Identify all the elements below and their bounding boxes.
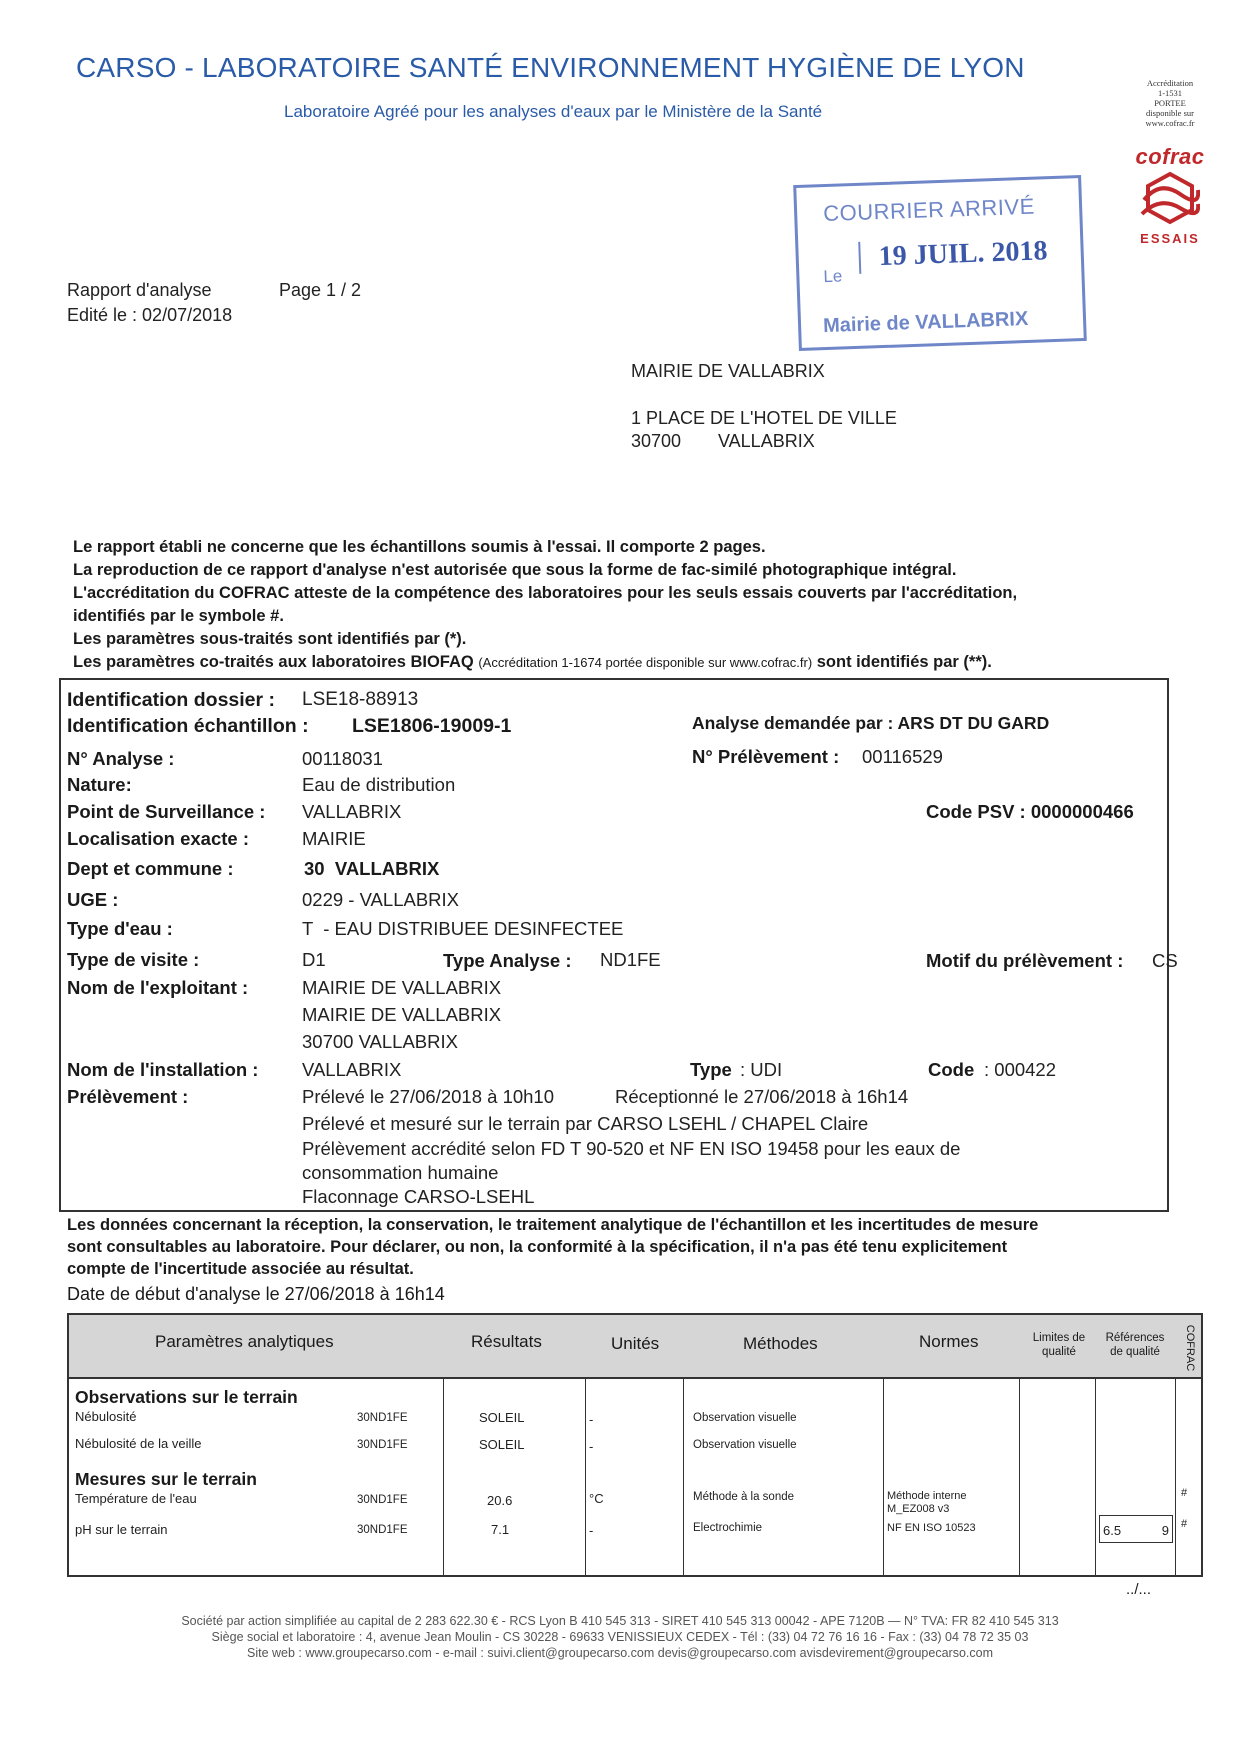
col-divider	[585, 1377, 586, 1575]
ref-min: 6.5	[1103, 1523, 1122, 1538]
preleve: Prélevé le 27/06/2018 à 10h10	[302, 1086, 555, 1107]
id-echantillon: LSE1806-19009-1	[352, 715, 512, 737]
disclaimer-text: Les paramètres co-traités aux laboratoires BIOFAQ	[73, 653, 474, 671]
header-parametres: Paramètres analytiques	[155, 1332, 334, 1351]
recipient-name: MAIRIE DE VALLABRIX	[631, 361, 825, 381]
recipient-address: 1 PLACE DE L'HOTEL DE VILLE	[631, 408, 897, 428]
param-method: Observation visuelle	[693, 1439, 797, 1451]
disclaimer-line: La reproduction de ce rapport d'analyse n'est autorisée que sous la forme de fac-similé photographique intégral.	[73, 561, 957, 579]
note-line: sont consultables au laboratoire. Pour déclarer, ou non, la conformité à la spécification, il n'a pas été tenu explicitement	[67, 1238, 1008, 1256]
report-type: Rapport d'analyse	[67, 280, 212, 300]
analyse-demandee: Analyse demandée par : ARS DT DU GARD	[692, 713, 1050, 733]
nature: Eau de distribution	[302, 774, 456, 795]
lab-title: CARSO - LABORATOIRE SANTÉ ENVIRONNEMENT HYGIÈNE DE LYON	[76, 52, 1025, 83]
param-code: 30ND1FE	[357, 1439, 408, 1451]
courrier-arrive-stamp	[793, 175, 1087, 351]
nature-label: Nature:	[67, 774, 132, 795]
type-visite: D1	[302, 949, 326, 970]
disclaimer-line: Les paramètres sous-traités sont identifiés par (*).	[73, 630, 467, 648]
lab-subtitle: Laboratoire Agréé pour les analyses d'eaux par le Ministère de la Santé	[284, 102, 823, 121]
footer-line: Site web : www.groupecarso.com - e-mail : suivi.client@groupecarso.com devis@groupecarso.com avisdevirement@groupecarso.com	[246, 1646, 993, 1660]
exploitant-line: 30700 VALLABRIX	[302, 1031, 458, 1052]
n-prelevement-label: N° Prélèvement :	[692, 746, 840, 767]
recipient-city: VALLABRIX	[718, 431, 815, 451]
code-label: Code	[928, 1059, 975, 1080]
type-analyse-label: Type Analyse :	[443, 950, 572, 971]
disclaimer-line: L'accréditation du COFRAC atteste de la compétence des laboratoires pour les seuls essais couverts par l'accréditation,	[73, 584, 1018, 602]
note-line: Les données concernant la réception, la conservation, le traitement analytique de l'échantillon et les incertitudes de mesure	[67, 1216, 1039, 1234]
col-divider	[883, 1377, 884, 1575]
reference-box	[1099, 1515, 1173, 1543]
accred-line: disponible sur	[1146, 108, 1194, 118]
header-resultats: Résultats	[471, 1332, 542, 1351]
cofrac-flag: #	[1181, 1518, 1188, 1530]
n-prelevement: 00116529	[862, 746, 943, 767]
stamp-title: COURRIER ARRIVÉ	[822, 193, 1036, 227]
accred-line: Accréditation	[1146, 78, 1194, 88]
group-title: Observations sur le terrain	[75, 1387, 298, 1407]
edit-date: Edité le : 02/07/2018	[67, 305, 233, 325]
recipient-postcode: 30700	[631, 431, 682, 451]
installation-label: Nom de l'installation :	[67, 1059, 259, 1080]
col-divider	[683, 1377, 684, 1575]
prelevement-detail: Flaconnage CARSO-LSEHL	[302, 1186, 535, 1207]
param-unit: -	[589, 1412, 594, 1427]
installation: VALLABRIX	[302, 1059, 402, 1080]
param-name: Température de l'eau	[75, 1491, 197, 1506]
param-norme: NF EN ISO 10523	[887, 1522, 976, 1534]
page-number: Page 1 / 2	[279, 280, 362, 300]
type-analyse: ND1FE	[600, 949, 661, 970]
point: VALLABRIX	[302, 801, 402, 822]
stamp-date: 19 JUIL. 2018	[858, 235, 1048, 274]
dept: 30 VALLABRIX	[304, 858, 440, 879]
param-method: Electrochimie	[693, 1522, 763, 1534]
localisation-label: Localisation exacte :	[67, 828, 249, 849]
prelevement-detail: Prélèvement accrédité selon FD T 90-520 et NF EN ISO 19458 pour les eaux de	[302, 1138, 961, 1159]
localisation: MAIRIE	[302, 828, 366, 849]
param-unit: °C	[589, 1491, 604, 1506]
param-unit: -	[589, 1523, 594, 1538]
uge: 0229 - VALLABRIX	[302, 889, 459, 910]
header-methodes: Méthodes	[743, 1334, 818, 1353]
n-analyse: 00118031	[302, 748, 383, 769]
col-divider	[1095, 1377, 1096, 1575]
biofaq-accreditation: (Accréditation 1-1674 portée disponible sur www.cofrac.fr)	[478, 655, 813, 670]
param-method: Méthode à la sonde	[693, 1491, 795, 1503]
param-name: pH sur le terrain	[75, 1522, 168, 1537]
prelevement-label: Prélèvement :	[67, 1086, 189, 1107]
header-limites: Limites de qualité	[1032, 1332, 1086, 1358]
header-unites: Unités	[611, 1334, 660, 1353]
exploitant-line: MAIRIE DE VALLABRIX	[302, 977, 502, 998]
header-normes: Normes	[919, 1332, 979, 1351]
cofrac-logo	[1134, 144, 1206, 246]
param-result: 7.1	[491, 1522, 510, 1537]
param-method: Observation visuelle	[693, 1412, 797, 1424]
receptionne: Réceptionné le 27/06/2018 à 16h14	[615, 1086, 909, 1107]
exploitant-line: MAIRIE DE VALLABRIX	[302, 1004, 502, 1025]
motif: CS	[1152, 950, 1178, 971]
disclaimer-line: Le rapport établi ne concerne que les échantillons soumis à l'essai. Il comporte 2 pages.	[73, 538, 766, 556]
id-dossier: LSE18-88913	[302, 689, 419, 710]
header-cofrac: COFRAC	[1184, 1324, 1197, 1372]
param-unit: -	[589, 1439, 594, 1454]
uge-label: UGE :	[67, 889, 119, 910]
col-divider	[1019, 1377, 1020, 1575]
stamp-mairie: Mairie de VALLABRIX	[822, 307, 1029, 338]
param-norme: M_EZ008 v3	[887, 1503, 950, 1515]
id-echantillon-label: Identification échantillon :	[67, 715, 309, 737]
disclaimer-line: identifiés par le symbole #.	[73, 607, 284, 625]
analysis-start-date: Date de début d'analyse le 27/06/2018 à 16h14	[67, 1284, 445, 1304]
accred-line: www.cofrac.fr	[1145, 118, 1195, 128]
param-norme: Méthode interne	[887, 1490, 967, 1502]
type-eau: T - EAU DISTRIBUEE DESINFECTEE	[302, 918, 624, 939]
disclaimer-line	[73, 651, 1017, 674]
dept-label: Dept et commune :	[67, 858, 234, 879]
accred-line: 1-1531	[1157, 88, 1183, 98]
motif-label: Motif du prélèvement :	[926, 950, 1124, 971]
id-dossier-label: Identification dossier :	[67, 689, 276, 711]
col-divider	[1175, 1377, 1176, 1575]
type: : UDI	[740, 1059, 783, 1080]
ref-max: 9	[1161, 1523, 1169, 1538]
footer-line: Siège social et laboratoire : 4, avenue Jean Moulin - CS 30228 - 69633 VENISSIEUX CEDEX - Tél : (33) 04 72 76 16 16 - Fax : (33) 04 78 72 35 03	[211, 1630, 1029, 1644]
footer-line: Société par action simplifiée au capital de 2 283 622.30 € - RCS Lyon B 410 545 313 - SIRET 410 545 313 00042 - APE 7120B — N° TVA: FR 82 410 545 313	[181, 1614, 1059, 1628]
param-code: 30ND1FE	[357, 1524, 408, 1536]
type-label: Type	[690, 1059, 732, 1080]
cofrac-hexagon-icon	[1140, 170, 1200, 226]
accreditation-note	[1134, 78, 1206, 128]
disclaimer-text: sont identifiés par (**).	[816, 653, 992, 671]
param-code: 30ND1FE	[357, 1412, 408, 1424]
group-title: Mesures sur le terrain	[75, 1469, 257, 1489]
prelevement-detail: Prélevé et mesuré sur le terrain par CARSO LSEHL / CHAPEL Claire	[302, 1113, 869, 1134]
code-psv: Code PSV : 0000000466	[926, 801, 1134, 822]
cofrac-flag: #	[1181, 1487, 1188, 1499]
param-result: SOLEIL	[479, 1410, 525, 1425]
col-divider	[443, 1377, 444, 1575]
cofrac-essais: ESSAIS	[1140, 231, 1200, 246]
note-line: compte de l'incertitude associée au résultat.	[67, 1260, 414, 1278]
accred-line: PORTEE	[1154, 98, 1186, 108]
continuation-mark: ../...	[1126, 1581, 1152, 1598]
code: : 000422	[984, 1059, 1057, 1080]
cofrac-wordmark: cofrac	[1135, 144, 1205, 169]
param-result: 20.6	[487, 1493, 513, 1508]
type-eau-label: Type d'eau :	[67, 918, 173, 939]
header-references: Références de qualité	[1105, 1332, 1165, 1358]
param-name: Nébulosité	[75, 1409, 137, 1424]
exploitant-label: Nom de l'exploitant :	[67, 977, 249, 998]
disclaimer	[73, 536, 1017, 674]
notes	[67, 1214, 1038, 1280]
results-table	[67, 1313, 1203, 1577]
param-code: 30ND1FE	[357, 1494, 408, 1506]
type-visite-label: Type de visite :	[67, 949, 200, 970]
prelevement-detail: consommation humaine	[302, 1162, 499, 1183]
n-analyse-label: N° Analyse :	[67, 748, 175, 769]
param-result: SOLEIL	[479, 1437, 525, 1452]
param-name: Nébulosité de la veille	[75, 1436, 202, 1451]
stamp-le: Le	[823, 266, 843, 287]
point-label: Point de Surveillance :	[67, 801, 266, 822]
